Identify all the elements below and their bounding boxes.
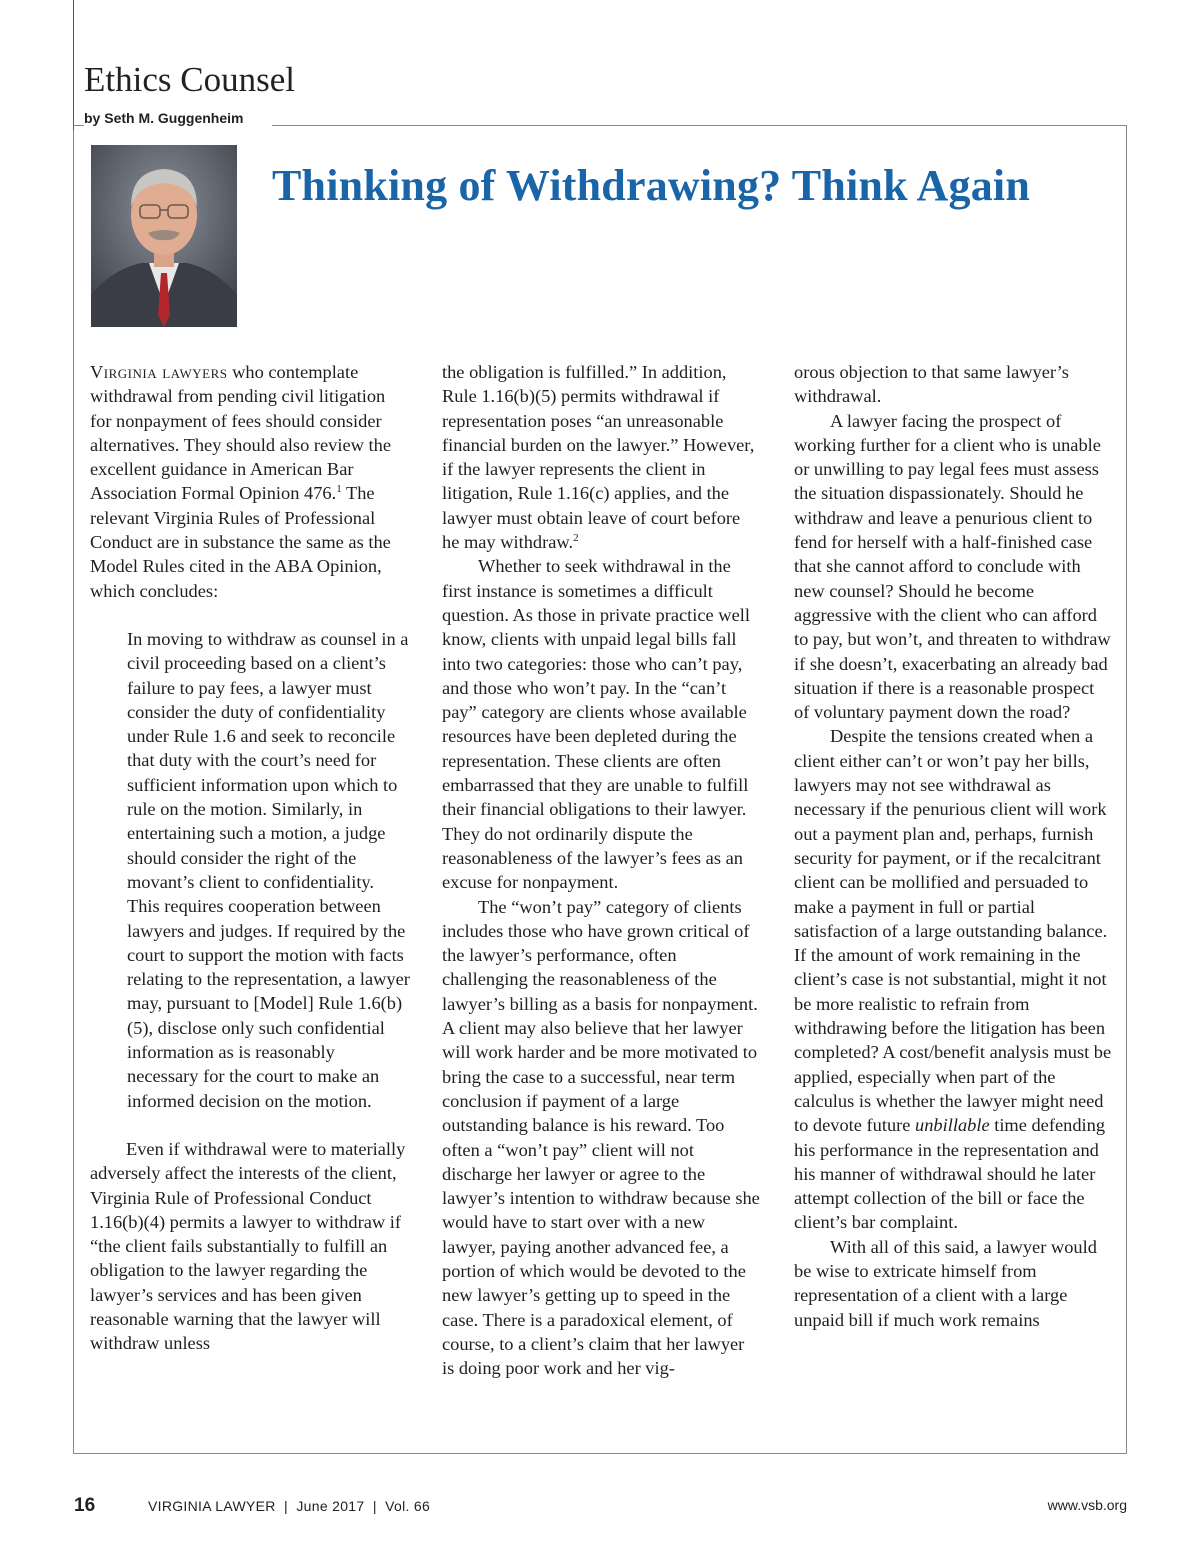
block-quote: In moving to withdraw as counsel in a civil proceeding based on a client’s failure to pay fees, a lawyer must consider the duty of confidentiality under Rule 1.6 and seek to reconcile that duty with the court’s need for sufficient information upon which to rule on the motion. Similarly, in entertaining such a motion, a judge should consider the right of the movant’s client to confidentiality. This requires cooperation between lawyers and judges. If required by the court to support the motion with facts relating to the representation, a lawyer may, pursuant to [Model] Rule 1.6(b)(5), disclose only such confidential information as is reasonably necessary for the court to make an informed decision on the motion. xyxy=(127,628,410,1111)
paragraph: A lawyer facing the prospect of working further for a client who is unable or unwilling to pay legal fees must assess the situation dispassionately. Should he withdraw and leave a penurious client to fend for herself with a half-finished case that she cannot afford to conclude with new counsel? Should he become aggressive with the client who can afford to pay, but won’t, and threaten to withdraw if she doesn’t, exacerbating an already bad situation if there is a reasonable prospect of voluntary payment down the road? xyxy=(794,410,1111,723)
website-link[interactable]: www.vsb.org xyxy=(1047,1497,1127,1513)
emphasis: unbillable xyxy=(915,1115,990,1136)
paragraph: orous objection to that same lawyer’s withdrawal. xyxy=(794,362,1069,407)
paragraph: the obligation is fulfilled.” In addition, Rule 1.16(b)(5) permits withdrawal if representation poses “an unreasonable financial burden on the lawyer.” However, if the lawyer represents the client in litigation, Rule 1.16(c) applies, and the lawyer must obtain leave of court before he may withdraw.$^2$ xyxy=(442,362,755,553)
page-number: 16 xyxy=(74,1495,96,1516)
article-headline: Thinking of Withdrawing? Think Again xyxy=(272,161,1030,210)
text-column-1 xyxy=(90,360,410,1356)
paragraph: Despite the tensions created when a client either can’t or won’t pay her bills, lawyers may not see withdrawal as necessary if the penurious client will work out a payment plan and, perhaps, furnish security for payment, or if the recalcitrant client can be mollified and persuaded to make a payment in full or partial satisfaction of a large outstanding balance. If the amount of work remaining in the client’s case is not substantial, might it not be more realistic to refrain from withdrawing before the litigation has been completed? A cost/benefit analysis must be applied, especially when part of the calculus is whether the lawyer might need to devote future unbillable time defending his performance in the representation and his manner of withdrawal should he later attempt collection of the bill or face the client’s bar complaint. xyxy=(794,726,1112,1233)
paragraph: Virginia lawyers who contemplate withdrawal from pending civil litigation for nonpayment of fees should consider alternatives. They should also review the excellent guidance in American Bar Association Formal Opinion 476.$^1$ The relevant Virginia Rules of Professional Conduct are in substance the same as the Model Rules cited in the ABA Opinion, which concludes: xyxy=(90,362,391,601)
publication-info: VIRGINIA LAWYER | June 2017 | Vol. 66 xyxy=(148,1498,431,1514)
footnote-ref-2: 2 xyxy=(573,531,579,544)
lead-in-small-caps: Virginia lawyers xyxy=(90,362,228,382)
text-column-2 xyxy=(442,360,760,1380)
footnote-ref-1: 1 xyxy=(336,483,342,496)
paragraph: With all of this said, a lawyer would be wise to extricate himself from representation of a client with a large unpaid bill if much work remains xyxy=(794,1236,1097,1330)
text-column-3 xyxy=(794,360,1112,1332)
paragraph: The “won’t pay” category of clients includes those who have grown critical of the lawyer’s performance, often challenging the reasonableness of the lawyer’s billing as a basis for nonpayment. A client may also believe that her lawyer will work harder and be more motivated to bring the case to a successful, near term conclusion if payment of a large outstanding balance is his reward. Too often a “won’t pay” client will not discharge her lawyer or agree to the lawyer’s intention to withdraw because she would have to start over with a new lawyer, paying another advanced fee, a portion of which would be devoted to the new lawyer’s getting up to speed in the case. There is a paradoxical element, of course, to a client’s claim that her lawyer is doing poor work and her vig- xyxy=(442,896,760,1379)
paragraph: Whether to seek withdrawal in the first instance is sometimes a difficult question. As those in private practice well know, clients with unpaid legal bills fall into two categories: those who can’t pay, and those who won’t pay. In the “can’t pay” category are clients whose available resources have been depleted during the representation. These clients are often embarrassed that they are unable to fulfill their financial obligations to their lawyer. They do not ordinarily dispute the reasonableness of the lawyer’s fees as an excuse for nonpayment. xyxy=(442,556,750,893)
top-left-vertical-rule xyxy=(73,0,74,130)
author-photo xyxy=(91,145,237,327)
article-frame-left-rule xyxy=(73,130,74,1454)
section-title: Ethics Counsel xyxy=(84,60,295,99)
author-byline: by Seth M. Guggenheim xyxy=(84,110,244,126)
paragraph: Even if withdrawal were to materially adversely affect the interests of the client, Virginia Rule of Professional Conduct 1.16(b)(4) permits a lawyer to withdraw if “the client fails substantially to fulfill an obligation to the lawyer regarding the lawyer’s services and has been given reasonable warning that the lawyer will withdraw unless xyxy=(90,1138,406,1354)
